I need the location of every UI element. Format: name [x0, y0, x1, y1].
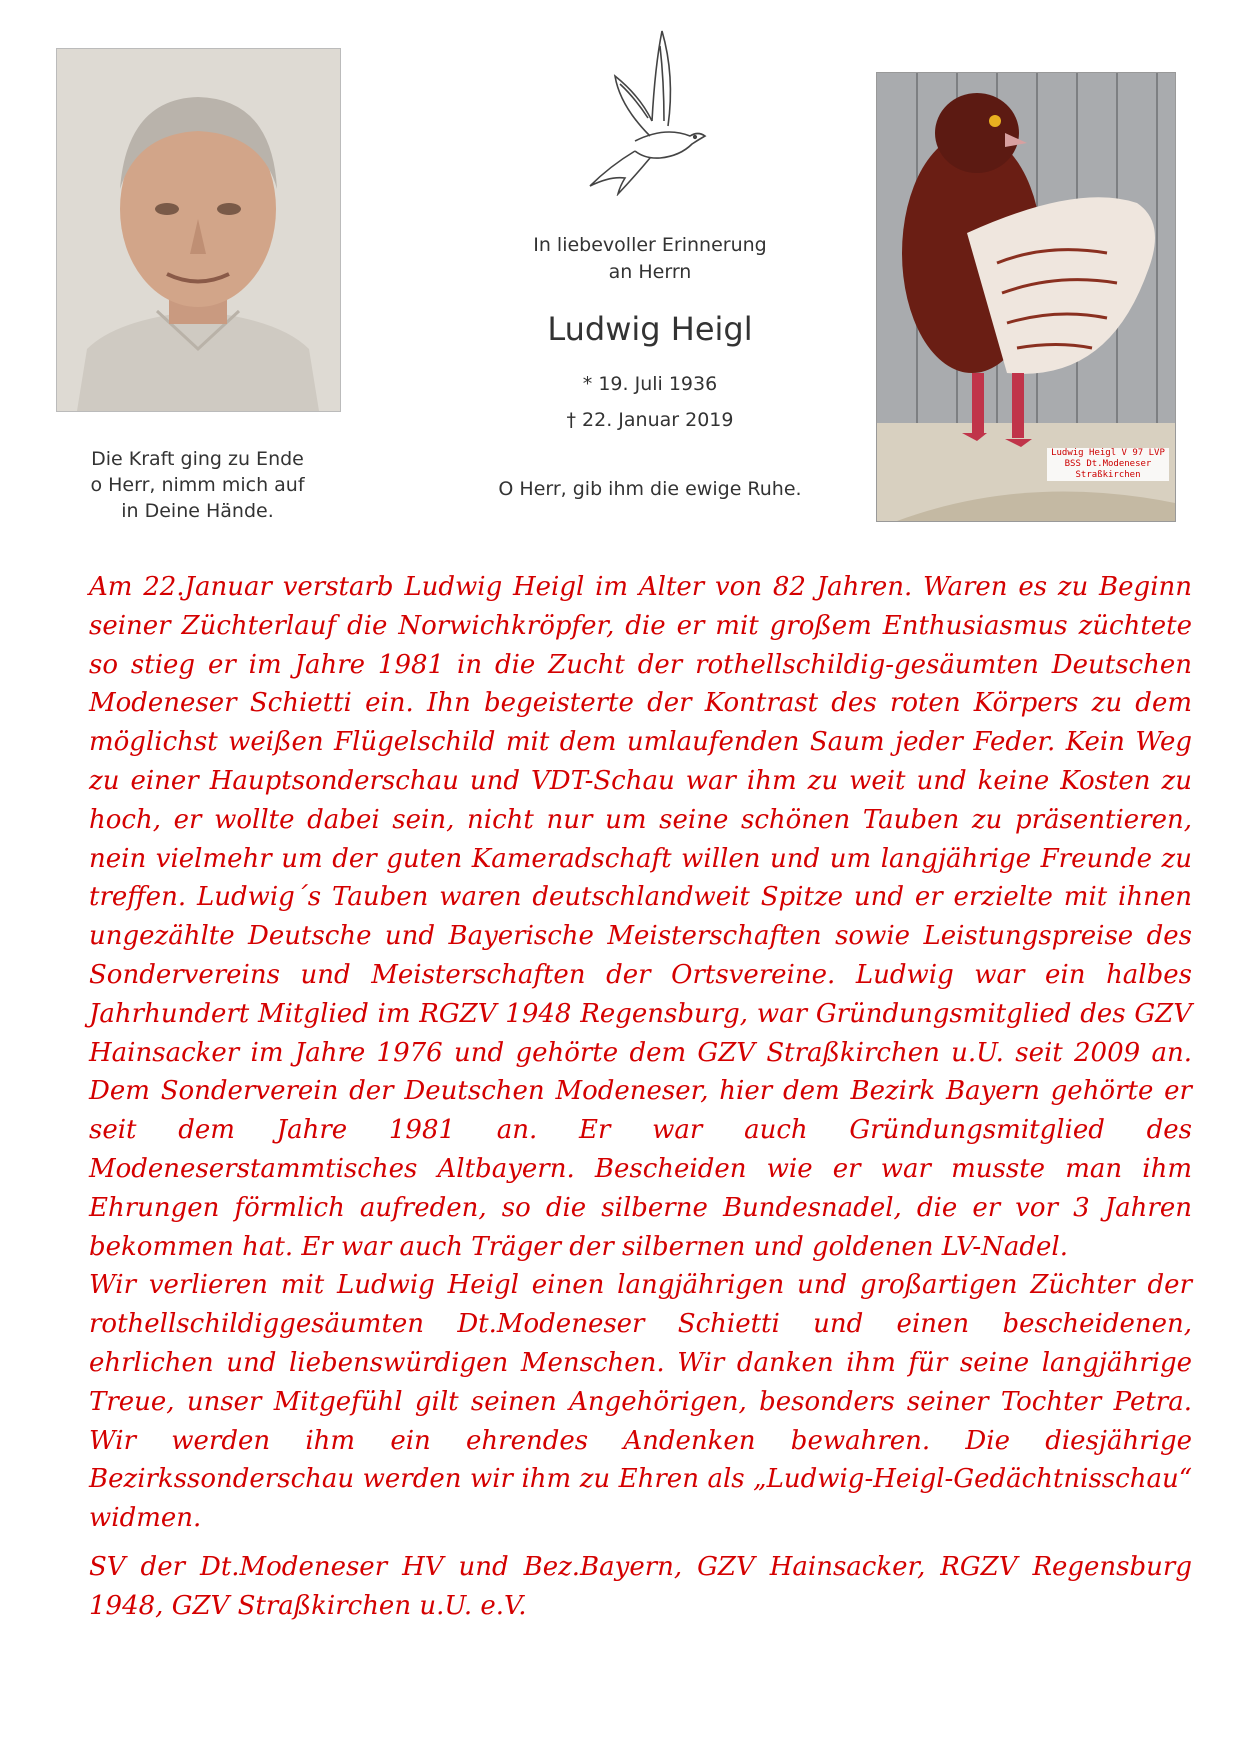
obituary-text [89, 568, 1192, 1626]
portrait-photo [56, 48, 341, 412]
obituary-signature: SV der Dt.Modeneser HV und Bez.Bayern, GZV Hainsacker, RGZV Regensburg 1948, GZV Straßkirchen u.U. e.V. [89, 1551, 1192, 1621]
in-memory-line-1: In liebevoller Erinnerung [533, 234, 767, 256]
pigeon-label [1047, 448, 1169, 481]
caption-line-2: o Herr, nimm mich auf [90, 474, 305, 496]
prayer-text: O Herr, gib ihm die ewige Ruhe. [498, 478, 802, 500]
pigeon-label-line-1: Ludwig Heigl V 97 LVP [1051, 448, 1165, 458]
portrait-illustration [57, 49, 340, 411]
in-memory-line-2: an Herrn [608, 261, 692, 283]
dove-icon [580, 26, 720, 196]
caption-line-3: in Deine Hände. [121, 500, 274, 522]
birth-date: * 19. Juli 1936 [582, 373, 718, 395]
death-date: † 22. Januar 2019 [566, 409, 734, 431]
pigeon-label-line-2: BSS Dt.Modeneser [1064, 459, 1152, 469]
pigeon-label-line-3: Straßkirchen [1075, 470, 1141, 480]
caption-line-1: Die Kraft ging zu Ende [91, 448, 304, 470]
memorial-header [470, 26, 830, 500]
obituary-paragraph-2: Wir verlieren mit Ludwig Heigl einen langjährigen und großartigen Züchter der rothellschildiggesäumten Dt.Modeneser Schietti und einen bescheidenen, ehrlichen und liebenswürdigen Menschen. Wir danken ihm für seine langjährige Treue, unser Mitgefühl gilt seinen Angehörigen, besonders seiner Tochter Petra. Wir werden ihm ein ehrendes Andenken bewahren. Die diesjährige Bezirkssonderschau werden wir ihm zu Ehren als „Ludwig-Heigl-Gedächtnisschau“ widmen. [89, 1270, 1192, 1534]
pigeon-photo [876, 72, 1176, 522]
obituary-paragraph-1: Am 22.Januar verstarb Ludwig Heigl im Alter von 82 Jahren. Waren es zu Beginn seiner Züchterlauf die Norwichkröpfer, die er mit großem Enthusiasmus züchtete so stieg er im Jahre 1981 in die Zucht der rothellschildig-gesäumten Deutschen Modeneser Schietti ein. Ihn begeisterte der Kontrast des roten Körpers zu dem möglichst weißen Flügelschild mit dem umlaufenden Saum jeder Feder. Kein Weg zu einer Hauptsonderschau und VDT-Schau war ihm zu weit und keine Kosten zu hoch, er wollte dabei sein, nicht nur um seine schönen Tauben zu präsentieren, nein vielmehr um der guten Kameradschaft willen und um langjährige Freunde zu treffen. Ludwig´s Tauben waren deutschlandweit Spitze und er erzielte mit ihnen ungezählte Deutsche und Bayerische Meisterschaften sowie Leistungspreise des Sondervereins und Meisterschaften der Ortsvereine. Ludwig war ein halbes Jahrhundert Mitglied im RGZV 1948 Regensburg, war Gründungsmitglied des GZV Hainsacker im Jahre 1976 und gehörte dem GZV Straßkirchen u.U. seit 2009 an. Dem Sonderverein der Deutschen Modeneser, hier dem Bezirk Bayern gehörte er seit dem Jahre 1981 an. Er war auch Gründungsmitglied des Modeneserstammtisches Altbayern. Bescheiden wie er war musste man ihm Ehrungen förmlich aufreden, so die silberne Bundesnadel, die er vor 3 Jahren bekommen hat. Er war auch Träger der silbernen und goldenen LV-Nadel. [89, 572, 1192, 1262]
in-memory-text [470, 232, 830, 286]
life-dates [470, 366, 830, 438]
deceased-name: Ludwig Heigl [547, 310, 753, 348]
left-caption [56, 446, 339, 524]
